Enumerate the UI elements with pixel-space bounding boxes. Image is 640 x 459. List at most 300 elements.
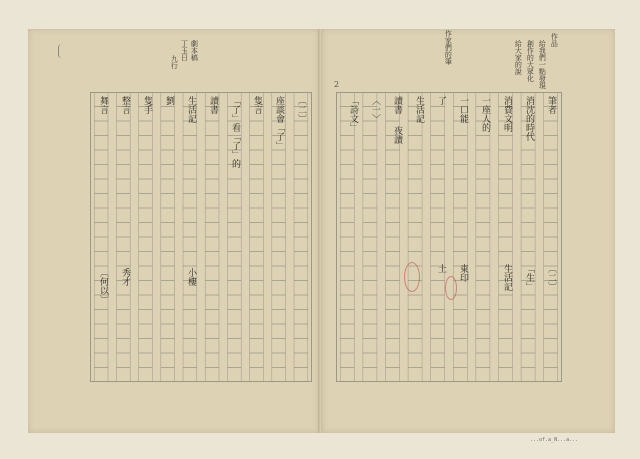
grid-cell	[385, 353, 399, 368]
grid-cell	[116, 150, 130, 165]
grid-cell	[476, 295, 490, 310]
grid-cell	[227, 252, 241, 267]
grid-cell	[521, 324, 535, 339]
grid-cell	[272, 368, 286, 383]
left-column-6: 生活記	[186, 96, 196, 123]
grid-cell	[205, 281, 219, 296]
grid-cell	[227, 295, 241, 310]
grid-cell	[544, 324, 558, 339]
grid-cell	[272, 310, 286, 325]
grid-cell	[431, 150, 445, 165]
grid-cell	[250, 237, 264, 252]
grid-cell	[183, 310, 197, 325]
grid-cell	[94, 136, 108, 151]
grid-cell	[521, 223, 535, 238]
grid-cell	[453, 237, 467, 252]
grid-cell	[161, 353, 175, 368]
grid-cell	[544, 295, 558, 310]
grid-cell	[161, 281, 175, 296]
grid-cell	[294, 165, 308, 180]
grid-cell	[363, 121, 377, 136]
grid-cell	[340, 353, 354, 368]
grid-cell	[139, 281, 153, 296]
grid-cell	[544, 165, 558, 180]
grid-cell	[385, 266, 399, 281]
grid-cell	[116, 136, 130, 151]
grid-cell	[272, 295, 286, 310]
right-column-1: 筆者	[546, 96, 556, 114]
grid-cell	[250, 223, 264, 238]
grid-cell	[476, 237, 490, 252]
grid-cell	[183, 295, 197, 310]
grid-cell	[116, 179, 130, 194]
grid-cell	[408, 310, 422, 325]
grid-cell	[363, 339, 377, 354]
grid-cell	[205, 295, 219, 310]
grid-cell	[183, 179, 197, 194]
grid-cell	[183, 353, 197, 368]
grid-cell	[272, 252, 286, 267]
grid-cell	[161, 194, 175, 209]
right-column-9: 〈一〉	[370, 96, 380, 123]
grid-cell	[431, 208, 445, 223]
grid-cell	[476, 266, 490, 281]
right-column-11: 夜讀	[392, 126, 402, 144]
grid-cell	[116, 324, 130, 339]
grid-cell	[476, 223, 490, 238]
grid-cell	[116, 368, 130, 383]
grid-cell	[453, 165, 467, 180]
right-lower-column-4: 土	[436, 264, 446, 273]
grid-cell	[385, 165, 399, 180]
grid-column	[431, 92, 445, 382]
grid-cell	[183, 339, 197, 354]
grid-cell	[340, 295, 354, 310]
grid-cell	[408, 368, 422, 383]
grid-cell	[116, 252, 130, 267]
right-column-4: 一座人的	[480, 96, 490, 132]
grid-cell	[385, 150, 399, 165]
grid-cell	[453, 324, 467, 339]
grid-cell	[431, 368, 445, 383]
grid-cell	[385, 368, 399, 383]
left-column-4: 「了」看「了」的	[230, 96, 240, 168]
grid-cell	[205, 179, 219, 194]
grid-cell	[476, 324, 490, 339]
right-lower-column-2: 〔二〕	[546, 264, 556, 291]
grid-cell	[227, 194, 241, 209]
grid-cell	[205, 252, 219, 267]
grid-cell	[250, 179, 264, 194]
grid-cell	[183, 136, 197, 151]
grid-cell	[205, 339, 219, 354]
right-lower-column-1: 「生」	[524, 264, 534, 291]
grid-cell	[408, 121, 422, 136]
grid-cell	[453, 194, 467, 209]
grid-cell	[139, 121, 153, 136]
grid-cell	[521, 339, 535, 354]
grid-cell	[139, 194, 153, 209]
grid-cell	[161, 368, 175, 383]
grid-cell	[205, 223, 219, 238]
grid-cell	[544, 223, 558, 238]
grid-cell	[544, 179, 558, 194]
grid-cell	[94, 208, 108, 223]
grid-cell	[94, 353, 108, 368]
grid-cell	[363, 266, 377, 281]
right-column-7: 生活記	[414, 96, 424, 123]
grid-cell	[205, 353, 219, 368]
grid-cell	[161, 324, 175, 339]
grid-cell	[139, 266, 153, 281]
grid-cell	[544, 150, 558, 165]
grid-cell	[431, 324, 445, 339]
grid-cell	[227, 237, 241, 252]
grid-cell	[227, 353, 241, 368]
right-corner-note-2: 給我們一點發現	[538, 40, 547, 89]
grid-cell	[385, 194, 399, 209]
grid-cell	[408, 339, 422, 354]
grid-cell	[272, 266, 286, 281]
grid-column	[453, 92, 467, 382]
grid-cell	[250, 324, 264, 339]
grid-cell	[431, 179, 445, 194]
grid-cell	[272, 150, 286, 165]
grid-cell	[205, 121, 219, 136]
grid-cell	[340, 266, 354, 281]
grid-cell	[94, 310, 108, 325]
grid-cell	[250, 136, 264, 151]
grid-cell	[250, 310, 264, 325]
grid-cell	[340, 237, 354, 252]
grid-cell	[544, 136, 558, 151]
left-column-1: 〔二〕	[296, 96, 306, 123]
grid-cell	[453, 339, 467, 354]
grid-cell	[227, 281, 241, 296]
grid-column	[94, 92, 108, 382]
grid-column	[294, 92, 308, 382]
grid-cell	[94, 324, 108, 339]
grid-cell	[250, 194, 264, 209]
grid-cell	[250, 165, 264, 180]
grid-cell	[250, 295, 264, 310]
red-ink-stamp-1	[404, 262, 420, 292]
grid-cell	[476, 310, 490, 325]
grid-cell	[94, 165, 108, 180]
right-corner-note-4: 給大家的說	[514, 40, 523, 75]
grid-column	[139, 92, 153, 382]
grid-cell	[139, 150, 153, 165]
grid-cell	[498, 179, 512, 194]
grid-cell	[139, 353, 153, 368]
grid-cell	[408, 150, 422, 165]
grid-cell	[227, 266, 241, 281]
grid-cell	[116, 208, 130, 223]
grid-cell	[227, 223, 241, 238]
grid-cell	[476, 165, 490, 180]
grid-cell	[139, 310, 153, 325]
grid-cell	[272, 281, 286, 296]
grid-cell	[363, 194, 377, 209]
grid-cell	[94, 368, 108, 383]
left-corner-note-3: 九行	[170, 55, 179, 69]
grid-cell	[408, 223, 422, 238]
grid-cell	[139, 223, 153, 238]
grid-column	[205, 92, 219, 382]
grid-cell	[385, 252, 399, 267]
grid-cell	[116, 339, 130, 354]
grid-cell	[294, 252, 308, 267]
grid-cell	[161, 310, 175, 325]
grid-cell	[227, 310, 241, 325]
left-column-5: 讀書	[208, 96, 218, 114]
grid-cell	[340, 223, 354, 238]
grid-cell	[116, 237, 130, 252]
grid-cell	[161, 266, 175, 281]
grid-cell	[294, 223, 308, 238]
grid-column	[408, 92, 422, 382]
grid-cell	[250, 368, 264, 383]
grid-cell	[227, 339, 241, 354]
grid-cell	[272, 353, 286, 368]
grid-cell	[453, 136, 467, 151]
grid-cell	[408, 194, 422, 209]
grid-cell	[205, 194, 219, 209]
right-column-6: 了	[436, 96, 446, 105]
grid-cell	[385, 339, 399, 354]
grid-cell	[544, 339, 558, 354]
grid-cell	[363, 353, 377, 368]
grid-cell	[294, 121, 308, 136]
grid-cell	[408, 208, 422, 223]
right-corner-note-5: 作家們的筆	[444, 30, 453, 65]
grid-cell	[431, 295, 445, 310]
right-column-3: 消費文明	[502, 96, 512, 132]
grid-cell	[294, 266, 308, 281]
grid-cell	[272, 324, 286, 339]
grid-cell	[498, 368, 512, 383]
grid-cell	[408, 295, 422, 310]
grid-cell	[476, 208, 490, 223]
grid-cell	[431, 107, 445, 122]
grid-cell	[294, 237, 308, 252]
grid-cell	[294, 136, 308, 151]
grid-cell	[294, 281, 308, 296]
right-lower-column-5: 生活記	[502, 264, 512, 291]
grid-cell	[94, 237, 108, 252]
grid-cell	[521, 368, 535, 383]
grid-cell	[183, 368, 197, 383]
grid-cell	[385, 324, 399, 339]
grid-cell	[340, 136, 354, 151]
grid-cell	[544, 353, 558, 368]
grid-cell	[476, 194, 490, 209]
grid-cell	[521, 165, 535, 180]
grid-cell	[340, 194, 354, 209]
grid-cell	[431, 310, 445, 325]
grid-cell	[272, 208, 286, 223]
grid-cell	[363, 150, 377, 165]
grid-column	[116, 92, 130, 382]
grid-cell	[139, 339, 153, 354]
grid-cell	[498, 310, 512, 325]
left-column-10: 舞言	[98, 96, 108, 114]
grid-cell	[340, 252, 354, 267]
grid-cell	[544, 208, 558, 223]
grid-cell	[139, 165, 153, 180]
grid-cell	[161, 179, 175, 194]
grid-cell	[94, 179, 108, 194]
grid-cell	[498, 339, 512, 354]
grid-cell	[205, 150, 219, 165]
left-column-8: 隻手	[142, 96, 152, 114]
grid-cell	[431, 136, 445, 151]
grid-cell	[272, 194, 286, 209]
grid-cell	[476, 252, 490, 267]
grid-cell	[294, 295, 308, 310]
grid-cell	[498, 324, 512, 339]
right-lower-column-3: 東印	[458, 264, 468, 282]
grid-cell	[161, 136, 175, 151]
grid-cell	[431, 223, 445, 238]
grid-cell	[161, 150, 175, 165]
grid-cell	[340, 368, 354, 383]
grid-cell	[139, 368, 153, 383]
left-lower-column-3: 小樓	[186, 268, 196, 286]
grid-cell	[294, 353, 308, 368]
grid-cell	[139, 179, 153, 194]
grid-cell	[363, 223, 377, 238]
grid-cell	[521, 353, 535, 368]
page-number: 2	[334, 80, 340, 89]
grid-cell	[272, 339, 286, 354]
grid-cell	[498, 237, 512, 252]
grid-cell	[94, 252, 108, 267]
grid-cell	[139, 252, 153, 267]
right-corner-note-1: 作品	[550, 33, 559, 47]
grid-cell	[385, 179, 399, 194]
grid-cell	[94, 194, 108, 209]
grid-cell	[453, 208, 467, 223]
grid-cell	[139, 136, 153, 151]
grid-cell	[521, 310, 535, 325]
grid-cell	[340, 339, 354, 354]
grid-cell	[476, 281, 490, 296]
right-column-8: 讀書	[392, 96, 402, 114]
grid-cell	[340, 310, 354, 325]
grid-cell	[498, 353, 512, 368]
grid-cell	[205, 208, 219, 223]
grid-cell	[294, 310, 308, 325]
grid-cell	[453, 353, 467, 368]
grid-cell	[453, 295, 467, 310]
grid-cell	[476, 150, 490, 165]
grid-column	[183, 92, 197, 382]
grid-cell	[498, 165, 512, 180]
grid-cell	[408, 353, 422, 368]
grid-cell	[94, 223, 108, 238]
grid-cell	[363, 165, 377, 180]
grid-cell	[385, 281, 399, 296]
grid-cell	[385, 223, 399, 238]
grid-cell	[94, 339, 108, 354]
grid-cell	[227, 179, 241, 194]
grid-cell	[94, 150, 108, 165]
grid-cell	[453, 310, 467, 325]
grid-cell	[385, 208, 399, 223]
grid-cell	[340, 281, 354, 296]
grid-cell	[340, 179, 354, 194]
grid-cell	[139, 237, 153, 252]
grid-cell	[161, 223, 175, 238]
grid-cell	[498, 136, 512, 151]
grid-cell	[363, 368, 377, 383]
grid-cell	[363, 179, 377, 194]
grid-cell	[139, 295, 153, 310]
grid-cell	[250, 252, 264, 267]
grid-cell	[521, 150, 535, 165]
grid-cell	[453, 368, 467, 383]
grid-cell	[161, 121, 175, 136]
grid-cell	[250, 353, 264, 368]
grid-cell	[431, 194, 445, 209]
grid-cell	[521, 295, 535, 310]
grid-cell	[294, 324, 308, 339]
grid-cell	[340, 165, 354, 180]
grid-cell	[498, 194, 512, 209]
left-lower-column-1: 〔何以〕	[98, 268, 108, 304]
grid-cell	[116, 165, 130, 180]
binder-hole-mark	[58, 44, 65, 58]
grid-cell	[227, 208, 241, 223]
grid-cell	[161, 208, 175, 223]
grid-cell	[476, 353, 490, 368]
grid-cell	[116, 353, 130, 368]
grid-cell	[250, 266, 264, 281]
grid-cell	[250, 121, 264, 136]
grid-cell	[227, 324, 241, 339]
grid-cell	[363, 295, 377, 310]
grid-cell	[498, 295, 512, 310]
grid-cell	[183, 324, 197, 339]
grid-cell	[116, 310, 130, 325]
grid-cell	[272, 179, 286, 194]
grid-cell	[476, 339, 490, 354]
grid-cell	[183, 150, 197, 165]
grid-cell	[205, 368, 219, 383]
grid-cell	[363, 310, 377, 325]
grid-cell	[385, 295, 399, 310]
grid-cell	[498, 150, 512, 165]
right-column-10: 「詩文」	[348, 96, 358, 132]
grid-cell	[521, 208, 535, 223]
left-column-7: 劉	[164, 96, 174, 105]
right-column-2: 消沈的時代	[524, 96, 534, 141]
grid-cell	[340, 208, 354, 223]
grid-cell	[431, 237, 445, 252]
grid-cell	[544, 368, 558, 383]
grid-cell	[521, 179, 535, 194]
grid-cell	[453, 150, 467, 165]
red-ink-stamp-2	[445, 276, 457, 300]
grid-cell	[116, 295, 130, 310]
grid-cell	[139, 324, 153, 339]
grid-cell	[272, 223, 286, 238]
left-lower-column-2: 秀才	[120, 268, 130, 286]
grid-cell	[272, 237, 286, 252]
grid-cell	[116, 194, 130, 209]
grid-cell	[250, 150, 264, 165]
